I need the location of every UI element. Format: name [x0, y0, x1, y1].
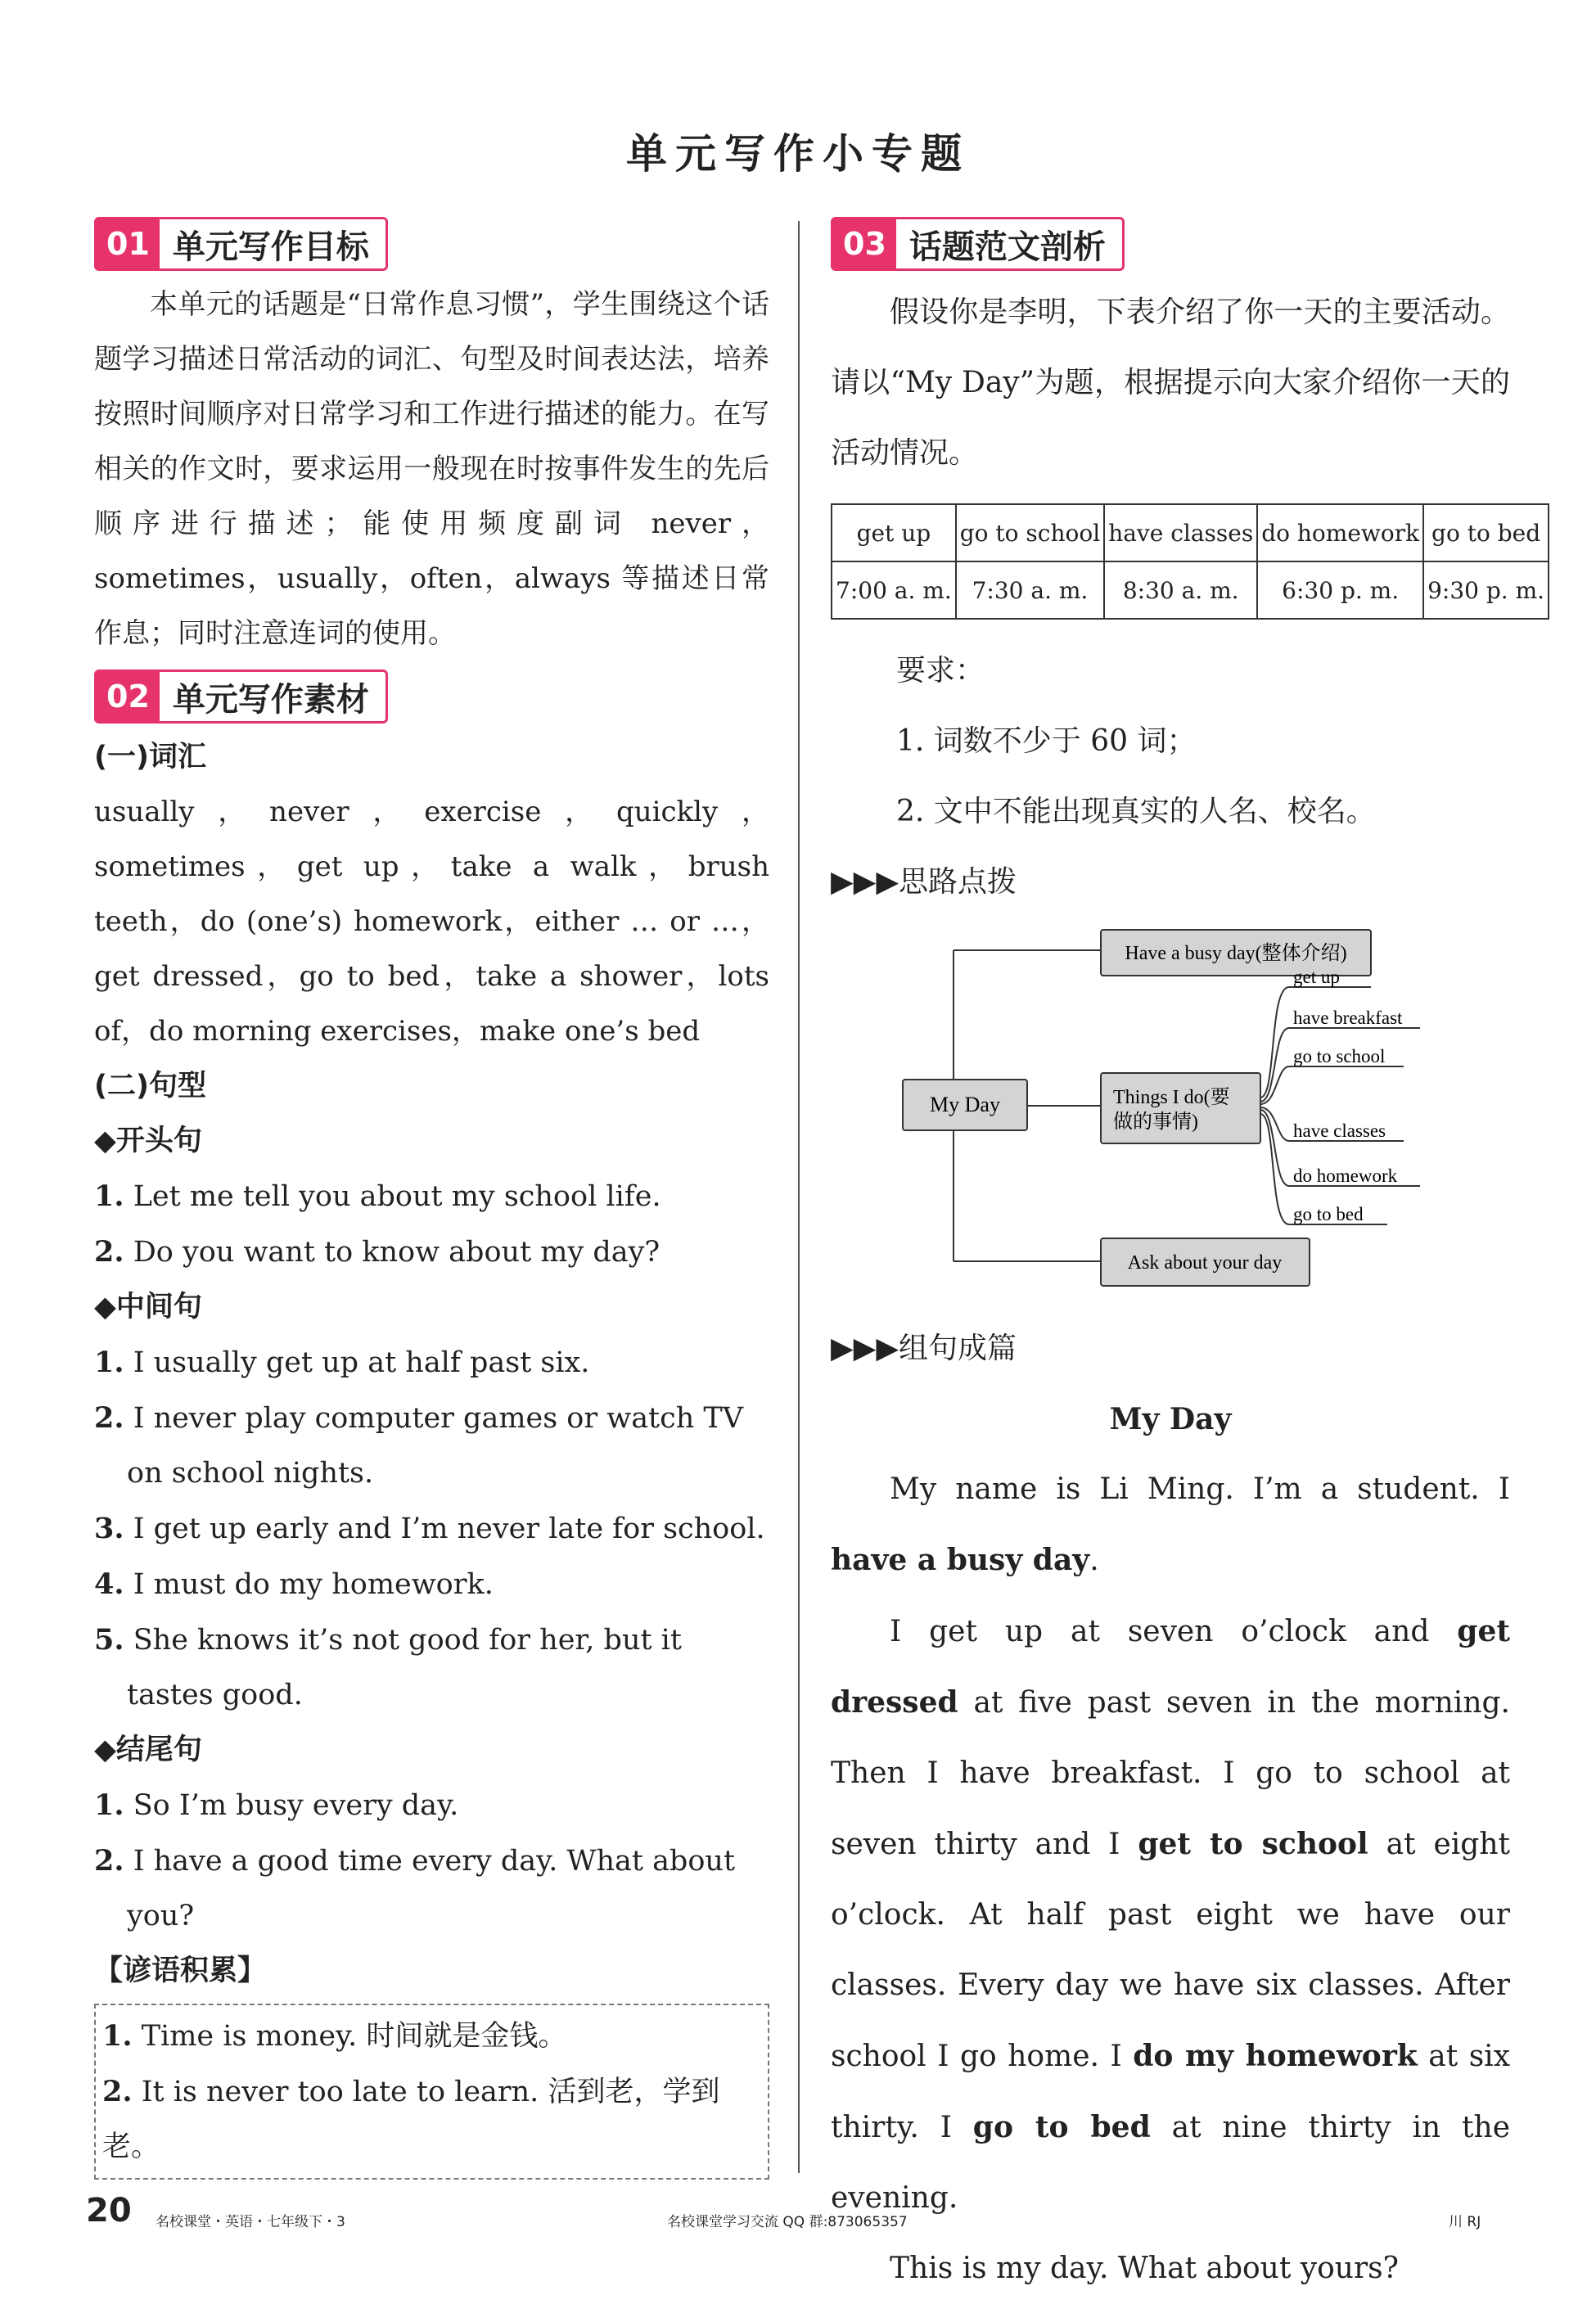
section-number: 02 — [97, 672, 160, 721]
sentence-item: 1. I usually get up at half past six. — [94, 1346, 590, 1379]
table-row — [832, 561, 1549, 619]
compose-heading: ▶▶▶组句成篇 — [831, 1332, 1017, 1365]
sentence-item: 2. I never play computer games or watch TV on school nights. — [94, 1401, 744, 1490]
essay-paragraph: My name is Li Ming. I’m a student. I have a busy day. — [831, 1472, 1510, 1577]
table-header-row — [832, 504, 1549, 561]
sentence-item: 1. So I’m busy every day. — [94, 1788, 459, 1822]
proverb-box — [94, 2004, 769, 2180]
section-title: 话题范文剖析 — [908, 228, 1106, 266]
middle-heading: ◆中间句 — [94, 1291, 202, 1323]
table-cell: 7:30 a. m. — [956, 561, 1104, 619]
sentence-item: 3. I get up early and I’m never late for school. — [94, 1512, 765, 1545]
section-03-header — [831, 217, 1125, 271]
svg-text:做的事情): 做的事情) — [1113, 1111, 1198, 1133]
proverb-heading: 【谚语积累】 — [94, 1955, 267, 1987]
section-title: 单元写作素材 — [172, 680, 369, 719]
section-title: 单元写作目标 — [172, 228, 369, 266]
mindmap-leaf: go to school — [1293, 1046, 1386, 1066]
table-cell: 9:30 p. m. — [1423, 561, 1549, 619]
table-cell: 6:30 p. m. — [1257, 561, 1423, 619]
vocab-heading: (一)词汇 — [94, 741, 206, 773]
middle-list — [94, 1335, 769, 1723]
footer-edition: 川 RJ — [1449, 2214, 1481, 2230]
mindmap-leaf: do homework — [1293, 1166, 1398, 1186]
sentence-item: 4. I must do my homework. — [94, 1567, 494, 1601]
right-column — [831, 217, 1545, 2304]
mindmap-middle-node — [1101, 1073, 1260, 1143]
mindmap-bottom-node — [1101, 1238, 1310, 1286]
opening-heading: ◆开头句 — [94, 1125, 202, 1157]
left-column — [94, 217, 769, 2180]
footer-book-info: 名校课堂・英语・七年级下・3 — [156, 2214, 345, 2230]
essay-paragraph: I get up at seven o’clock and get dressed at five past seven in the morning. Then I have breakfast. I go to school at seven thirty and I get to school at eight o’clock. At half past eight we have our classes. Every day we have six classes. After school I go home. I do my homework at six thirty. I go to bed at nine thirty in the evening. — [831, 1614, 1511, 2215]
sentence-item: 1. Let me tell you about my school life. — [94, 1179, 661, 1213]
sentence-item: 5. She knows it’s not good for her, but it tastes good. — [94, 1623, 682, 1711]
tips-heading: ▶▶▶思路点拨 — [831, 865, 1017, 899]
table-cell: 7:00 a. m. — [832, 561, 956, 619]
table-cell: go to bed — [1423, 504, 1549, 561]
table-cell: do homework — [1257, 504, 1423, 561]
sentence-item: 2. Do you want to know about my day? — [94, 1235, 660, 1269]
table-cell: 8:30 a. m. — [1104, 561, 1257, 619]
pattern-heading: (二)句型 — [94, 1070, 206, 1102]
section-01-header — [94, 217, 388, 271]
page-title: 单元写作小专题 — [626, 130, 970, 178]
page-number: 20 — [86, 2192, 132, 2230]
task-prompt: 假设你是李明，下表介绍了你一天的主要活动。请以“My Day”为题，根据提示向大家介绍你一天的活动情况。 — [831, 295, 1510, 470]
svg-text:Things I do(要: Things I do(要 — [1113, 1087, 1230, 1108]
mind-map — [831, 926, 1510, 1302]
table-cell: have classes — [1104, 504, 1257, 561]
mindmap-leaf: go to bed — [1293, 1204, 1364, 1224]
opening-list — [94, 1169, 769, 1280]
mindmap-leaf: have classes — [1293, 1120, 1386, 1141]
proverb-item: 2. It is never too late to learn. 活到老，学到老。 — [102, 2075, 720, 2163]
schedule-table — [831, 503, 1549, 620]
sentence-item: 2. I have a good time every day. What about you? — [94, 1844, 736, 1932]
requirements-heading: 要求： — [896, 654, 985, 688]
column-divider — [798, 221, 800, 2173]
proverb-item: 1. Time is money. 时间就是金钱。 — [102, 2019, 567, 2053]
section-number: 03 — [833, 219, 896, 268]
svg-text:Ask about your day: Ask about your day — [1127, 1252, 1283, 1274]
essay-paragraph: This is my day. What about yours? — [890, 2252, 1399, 2285]
svg-text:Have a busy day(整体介绍): Have a busy day(整体介绍) — [1125, 943, 1347, 964]
essay-title: My Day — [1109, 1402, 1232, 1436]
table-cell: go to school — [956, 504, 1104, 561]
mindmap-leaf: have breakfast — [1293, 1008, 1403, 1028]
mindmap-leaf: get up — [1293, 967, 1340, 987]
ending-list — [94, 1778, 769, 1944]
ending-heading: ◆结尾句 — [94, 1734, 202, 1766]
table-cell: get up — [832, 504, 956, 561]
requirement-item: 2. 文中不能出现真实的人名、校名。 — [896, 795, 1376, 828]
writing-goal-text: 本单元的话题是“日常作息习惯”，学生围绕这个话题学习描述日常活动的词汇、句型及时间表达法，培养按照时间顺序对日常学习和工作进行描述的能力。在写相关的作文时，要求运用一般现在时按事件发生的先后顺序进行描述；能使用频度副词 never，sometimes，usually，often，always 等描述日常作息；同时注意连词的使用。 — [94, 288, 769, 650]
mindmap-root-node — [903, 1080, 1027, 1130]
svg-text:My Day: My Day — [930, 1093, 1000, 1116]
footer-qq-group: 名校课堂学习交流 QQ 群:873065357 — [667, 2214, 908, 2230]
section-number: 01 — [97, 219, 160, 268]
section-02-header — [94, 670, 388, 724]
requirement-item: 1. 词数不少于 60 词； — [896, 724, 1197, 758]
vocab-text: usually，never，exercise，quickly，sometimes，get up，take a walk，brush teeth，do (one’s) homework，either … or …，get dressed，go to bed，take a shower，lots of，do morning exercises，make one’s bed — [94, 796, 769, 1048]
